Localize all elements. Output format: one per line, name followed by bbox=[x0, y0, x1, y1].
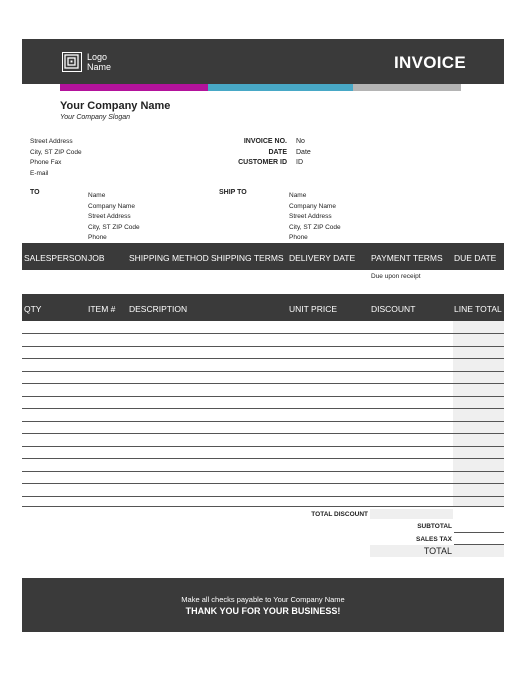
company-slogan: Your Company Slogan bbox=[60, 114, 131, 121]
header-salesperson: SALESPERSON bbox=[24, 253, 88, 263]
terms-header-bar bbox=[22, 243, 504, 270]
header-shipping-terms: SHIPPING TERMS bbox=[211, 253, 284, 263]
invoice-footer bbox=[22, 578, 504, 632]
header-delivery-date: DELIVERY DATE bbox=[289, 253, 356, 263]
stripe-magenta bbox=[60, 84, 208, 91]
table-row[interactable] bbox=[22, 446, 504, 447]
header-unit-price: UNIT PRICE bbox=[289, 304, 338, 314]
thank-you-message: THANK YOU FOR YOUR BUSINESS! bbox=[185, 606, 341, 616]
ship-to-label: SHIP TO bbox=[219, 189, 247, 196]
total-label: TOTAL bbox=[423, 546, 452, 556]
total-discount-field[interactable] bbox=[370, 509, 453, 519]
logo-icon bbox=[62, 52, 82, 72]
to-company: Company Name bbox=[88, 202, 135, 210]
header-due-date: DUE DATE bbox=[454, 253, 497, 263]
header-payment-terms: PAYMENT TERMS bbox=[371, 253, 443, 263]
stripe-gray bbox=[353, 84, 461, 91]
header-item-number: ITEM # bbox=[88, 304, 116, 314]
invoice-no-value: No bbox=[296, 138, 305, 145]
table-row[interactable] bbox=[22, 471, 504, 472]
header-job: JOB bbox=[88, 253, 105, 263]
customer-id-value: ID bbox=[296, 159, 303, 166]
header-discount: DISCOUNT bbox=[371, 304, 416, 314]
logo-line-1: Logo bbox=[87, 52, 108, 62]
address-phone: Phone Fax bbox=[30, 159, 62, 166]
table-row[interactable] bbox=[22, 483, 504, 484]
address-city: City, ST ZIP Code bbox=[30, 148, 82, 156]
to-street: Street Address bbox=[88, 213, 131, 220]
invoice-meta-values bbox=[296, 137, 311, 169]
invoice-meta-labels bbox=[200, 137, 287, 169]
ship-to-name: Name bbox=[289, 192, 307, 199]
payment-terms-value: Due upon receipt bbox=[371, 273, 421, 280]
logo-line-2: Name bbox=[87, 62, 112, 72]
company-name: Your Company Name bbox=[60, 100, 171, 112]
company-address bbox=[30, 137, 82, 179]
line-items-table bbox=[22, 321, 504, 507]
line-total-column bbox=[453, 321, 504, 507]
ship-to-city: City, ST ZIP Code bbox=[289, 223, 341, 231]
table-row[interactable] bbox=[22, 383, 504, 384]
sales-tax-label: SALES TAX bbox=[416, 536, 452, 543]
to-label: TO bbox=[30, 189, 40, 196]
table-row[interactable] bbox=[22, 396, 504, 397]
logo-name bbox=[87, 52, 111, 72]
table-row[interactable] bbox=[22, 346, 504, 347]
to-name: Name bbox=[88, 192, 106, 199]
header-qty: QTY bbox=[24, 304, 42, 314]
table-row[interactable] bbox=[22, 371, 504, 372]
table-row[interactable] bbox=[22, 506, 504, 507]
table-row[interactable] bbox=[22, 421, 504, 422]
date-value: Date bbox=[296, 148, 311, 156]
stripe-teal bbox=[208, 84, 353, 91]
table-row[interactable] bbox=[22, 433, 504, 434]
address-street: Street Address bbox=[30, 138, 73, 145]
items-header-bar bbox=[22, 294, 504, 321]
to-phone: Phone bbox=[88, 234, 107, 241]
date-label: DATE bbox=[268, 148, 287, 156]
total-discount-label: TOTAL DISCOUNT bbox=[311, 511, 368, 518]
to-city: City, ST ZIP Code bbox=[88, 223, 140, 231]
header-description: DESCRIPTION bbox=[129, 304, 188, 314]
payable-note: Make all checks payable to Your Company Name bbox=[181, 595, 345, 604]
table-row[interactable] bbox=[22, 333, 504, 334]
invoice-header bbox=[22, 39, 504, 84]
invoice-title: INVOICE bbox=[393, 53, 466, 72]
table-row[interactable] bbox=[22, 458, 504, 459]
table-row[interactable] bbox=[22, 496, 504, 497]
header-shipping-method: SHIPPING METHOD bbox=[129, 253, 209, 263]
subtotal-field[interactable] bbox=[454, 532, 504, 533]
ship-to-street: Street Address bbox=[289, 213, 332, 220]
header-line-total: LINE TOTAL bbox=[454, 304, 502, 314]
table-row[interactable] bbox=[22, 408, 504, 409]
subtotal-label: SUBTOTAL bbox=[417, 523, 452, 530]
address-email: E-mail bbox=[30, 169, 49, 177]
ship-to-address bbox=[289, 191, 341, 244]
ship-to-phone: Phone bbox=[289, 234, 308, 241]
ship-to-company: Company Name bbox=[289, 202, 336, 210]
to-address bbox=[88, 191, 140, 244]
customer-id-label: CUSTOMER ID bbox=[238, 159, 287, 166]
invoice-no-label: INVOICE NO. bbox=[243, 138, 287, 145]
table-row[interactable] bbox=[22, 358, 504, 359]
